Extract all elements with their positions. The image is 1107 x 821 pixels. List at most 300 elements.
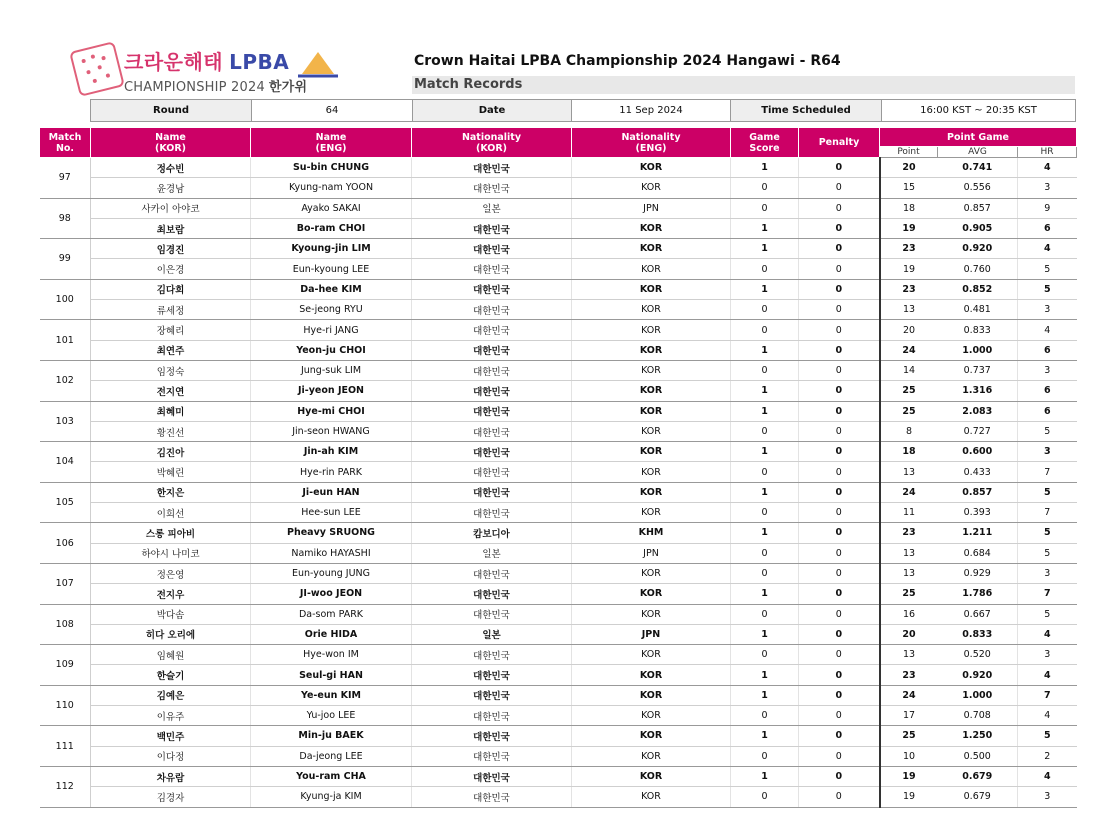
- game-score-cell: 1: [731, 442, 799, 462]
- game-score-cell: 0: [731, 645, 799, 665]
- name-kor-cell: 정은영: [91, 563, 251, 583]
- nationality-eng-cell: KOR: [572, 665, 731, 685]
- name-kor-cell: 한슬기: [91, 665, 251, 685]
- avg-cell: 0.833: [938, 320, 1018, 340]
- hr-cell: 9: [1018, 198, 1077, 218]
- name-eng-cell: Kyoung-jin LIM: [251, 239, 412, 259]
- match-number-cell: 105: [40, 482, 91, 523]
- point-cell: 19: [880, 787, 938, 807]
- avg-cell: 0.684: [938, 543, 1018, 563]
- name-kor-cell: 임정숙: [91, 360, 251, 380]
- avg-cell: 0.433: [938, 462, 1018, 482]
- nationality-kor-cell: 대한민국: [412, 604, 572, 624]
- name-kor-cell: 황진선: [91, 421, 251, 441]
- game-score-cell: 0: [731, 746, 799, 766]
- hr-cell: 3: [1018, 645, 1077, 665]
- name-eng-cell: Ye-eun KIM: [251, 685, 412, 705]
- header-point: Point: [880, 147, 938, 158]
- point-cell: 10: [880, 746, 938, 766]
- nationality-eng-cell: KOR: [572, 178, 731, 198]
- penalty-cell: 0: [799, 665, 880, 685]
- avg-cell: 0.708: [938, 706, 1018, 726]
- nationality-kor-cell: 대한민국: [412, 503, 572, 523]
- nationality-kor-cell: 대한민국: [412, 239, 572, 259]
- nationality-eng-cell: KOR: [572, 503, 731, 523]
- point-cell: 14: [880, 360, 938, 380]
- avg-cell: 0.920: [938, 665, 1018, 685]
- hr-cell: 3: [1018, 563, 1077, 583]
- match-number-cell: 102: [40, 360, 91, 401]
- player-row: [40, 239, 1077, 259]
- point-cell: 15: [880, 178, 938, 198]
- penalty-cell: 0: [799, 685, 880, 705]
- name-kor-cell: 박혜린: [91, 462, 251, 482]
- penalty-cell: 0: [799, 340, 880, 360]
- nationality-kor-cell: 대한민국: [412, 685, 572, 705]
- name-eng-cell: Ji-yeon JEON: [251, 381, 412, 401]
- name-kor-cell: 최연주: [91, 340, 251, 360]
- point-cell: 16: [880, 604, 938, 624]
- avg-cell: 1.786: [938, 584, 1018, 604]
- point-cell: 19: [880, 259, 938, 279]
- penalty-cell: 0: [799, 766, 880, 786]
- time-value: 16:00 KST ~ 20:35 KST: [882, 100, 1076, 122]
- name-eng-cell: Hye-won IM: [251, 645, 412, 665]
- point-cell: 8: [880, 421, 938, 441]
- nationality-eng-cell: KOR: [572, 158, 731, 178]
- player-row: [40, 300, 1077, 320]
- hr-cell: 6: [1018, 218, 1077, 238]
- penalty-cell: 0: [799, 259, 880, 279]
- avg-cell: 1.316: [938, 381, 1018, 401]
- name-eng-cell: Eun-kyoung LEE: [251, 259, 412, 279]
- logo-subtitle: [124, 76, 307, 95]
- avg-cell: 0.905: [938, 218, 1018, 238]
- match-number-cell: 112: [40, 766, 91, 807]
- name-eng-cell: Jin-ah KIM: [251, 442, 412, 462]
- name-kor-cell: 김진아: [91, 442, 251, 462]
- nationality-kor-cell: 대한민국: [412, 746, 572, 766]
- nationality-kor-cell: 대한민국: [412, 462, 572, 482]
- nationality-kor-cell: 대한민국: [412, 706, 572, 726]
- logo-kor-text: 크라운해태: [124, 50, 224, 74]
- player-row: [40, 360, 1077, 380]
- hr-cell: 5: [1018, 482, 1077, 502]
- hr-cell: 3: [1018, 787, 1077, 807]
- name-kor-cell: 이유주: [91, 706, 251, 726]
- name-eng-cell: Da-jeong LEE: [251, 746, 412, 766]
- hr-cell: 3: [1018, 178, 1077, 198]
- nationality-eng-cell: KOR: [572, 482, 731, 502]
- point-cell: 24: [880, 482, 938, 502]
- nationality-eng-cell: KOR: [572, 239, 731, 259]
- name-eng-cell: Yeon-ju CHOI: [251, 340, 412, 360]
- name-eng-cell: Hee-sun LEE: [251, 503, 412, 523]
- player-row: [40, 604, 1077, 624]
- game-score-cell: 0: [731, 320, 799, 340]
- hr-cell: 2: [1018, 746, 1077, 766]
- nationality-kor-cell: 대한민국: [412, 665, 572, 685]
- name-eng-cell: Hye-ri JANG: [251, 320, 412, 340]
- nationality-kor-cell: 대한민국: [412, 563, 572, 583]
- penalty-cell: 0: [799, 563, 880, 583]
- point-cell: 13: [880, 645, 938, 665]
- date-value: 11 Sep 2024: [572, 100, 731, 122]
- point-cell: 23: [880, 523, 938, 543]
- avg-cell: 0.857: [938, 482, 1018, 502]
- player-row: [40, 503, 1077, 523]
- penalty-cell: 0: [799, 624, 880, 644]
- header-nat-kor: Nationality (KOR): [412, 128, 572, 158]
- nationality-eng-cell: KOR: [572, 462, 731, 482]
- game-score-cell: 0: [731, 543, 799, 563]
- name-kor-cell: 스롱 피아비: [91, 523, 251, 543]
- hr-cell: 4: [1018, 624, 1077, 644]
- name-eng-cell: Eun-young JUNG: [251, 563, 412, 583]
- point-cell: 23: [880, 279, 938, 299]
- nationality-kor-cell: 대한민국: [412, 381, 572, 401]
- date-label: Date: [413, 100, 572, 122]
- round-label: Round: [91, 100, 252, 122]
- header-penalty: Penalty: [799, 128, 880, 158]
- avg-cell: 0.727: [938, 421, 1018, 441]
- hr-cell: 5: [1018, 259, 1077, 279]
- avg-cell: 0.556: [938, 178, 1018, 198]
- game-score-cell: 1: [731, 685, 799, 705]
- name-eng-cell: Min-ju BAEK: [251, 726, 412, 746]
- billiard-card-icon: [69, 41, 125, 97]
- nationality-eng-cell: KOR: [572, 300, 731, 320]
- hr-cell: 4: [1018, 320, 1077, 340]
- nationality-kor-cell: 대한민국: [412, 401, 572, 421]
- point-cell: 20: [880, 158, 938, 178]
- name-eng-cell: Hye-mi CHOI: [251, 401, 412, 421]
- logo-lpba: LPBA: [229, 50, 290, 74]
- nationality-kor-cell: 일본: [412, 624, 572, 644]
- header-name-eng: Name (ENG): [251, 128, 412, 158]
- name-kor-cell: 백민주: [91, 726, 251, 746]
- hr-cell: 7: [1018, 685, 1077, 705]
- game-score-cell: 0: [731, 259, 799, 279]
- nationality-eng-cell: KOR: [572, 401, 731, 421]
- penalty-cell: 0: [799, 706, 880, 726]
- nationality-kor-cell: 대한민국: [412, 787, 572, 807]
- avg-cell: 0.737: [938, 360, 1018, 380]
- nationality-kor-cell: 대한민국: [412, 645, 572, 665]
- hr-cell: 5: [1018, 604, 1077, 624]
- nationality-eng-cell: KOR: [572, 320, 731, 340]
- nationality-eng-cell: KOR: [572, 645, 731, 665]
- avg-cell: 0.852: [938, 279, 1018, 299]
- point-cell: 19: [880, 218, 938, 238]
- point-cell: 23: [880, 239, 938, 259]
- point-cell: 23: [880, 665, 938, 685]
- player-row: [40, 198, 1077, 218]
- game-score-cell: 1: [731, 665, 799, 685]
- game-score-cell: 1: [731, 279, 799, 299]
- nationality-kor-cell: 일본: [412, 543, 572, 563]
- nationality-kor-cell: 대한민국: [412, 421, 572, 441]
- player-row: [40, 665, 1077, 685]
- penalty-cell: 0: [799, 482, 880, 502]
- point-cell: 13: [880, 543, 938, 563]
- name-eng-cell: Kyung-ja KIM: [251, 787, 412, 807]
- avg-cell: 0.857: [938, 198, 1018, 218]
- point-cell: 13: [880, 462, 938, 482]
- match-number-cell: 100: [40, 279, 91, 320]
- player-row: [40, 218, 1077, 238]
- penalty-cell: 0: [799, 746, 880, 766]
- penalty-cell: 0: [799, 442, 880, 462]
- document-subtitle: Match Records: [412, 76, 1075, 94]
- point-cell: 19: [880, 766, 938, 786]
- name-eng-cell: Ayako SAKAI: [251, 198, 412, 218]
- hr-cell: 7: [1018, 462, 1077, 482]
- point-cell: 13: [880, 300, 938, 320]
- hr-cell: 6: [1018, 401, 1077, 421]
- logo-sub-text: CHAMPIONSHIP 2024: [124, 80, 265, 95]
- match-number-cell: 110: [40, 685, 91, 726]
- avg-cell: 0.741: [938, 158, 1018, 178]
- game-score-cell: 0: [731, 503, 799, 523]
- name-kor-cell: 이다정: [91, 746, 251, 766]
- player-row: [40, 401, 1077, 421]
- game-score-cell: 1: [731, 401, 799, 421]
- player-row: [40, 766, 1077, 786]
- player-row: [40, 442, 1077, 462]
- avg-cell: 0.481: [938, 300, 1018, 320]
- name-eng-cell: JI-woo JEON: [251, 584, 412, 604]
- match-number-cell: 107: [40, 563, 91, 604]
- avg-cell: 0.833: [938, 624, 1018, 644]
- match-number-cell: 111: [40, 726, 91, 767]
- penalty-cell: 0: [799, 645, 880, 665]
- name-kor-cell: 장혜리: [91, 320, 251, 340]
- game-score-cell: 0: [731, 563, 799, 583]
- match-number-cell: 98: [40, 198, 91, 239]
- nationality-kor-cell: 대한민국: [412, 279, 572, 299]
- nationality-eng-cell: KOR: [572, 340, 731, 360]
- game-score-cell: 1: [731, 584, 799, 604]
- nationality-kor-cell: 대한민국: [412, 726, 572, 746]
- nationality-eng-cell: KOR: [572, 563, 731, 583]
- player-row: [40, 584, 1077, 604]
- penalty-cell: 0: [799, 523, 880, 543]
- point-cell: 20: [880, 320, 938, 340]
- player-row: [40, 706, 1077, 726]
- document-title: Crown Haitai LPBA Championship 2024 Hangawi - R64: [414, 53, 841, 69]
- game-score-cell: 0: [731, 787, 799, 807]
- game-score-cell: 1: [731, 340, 799, 360]
- name-eng-cell: Pheavy SRUONG: [251, 523, 412, 543]
- penalty-cell: 0: [799, 300, 880, 320]
- point-cell: 25: [880, 381, 938, 401]
- nationality-eng-cell: JPN: [572, 543, 731, 563]
- game-score-cell: 0: [731, 360, 799, 380]
- point-cell: 17: [880, 706, 938, 726]
- avg-cell: 2.083: [938, 401, 1018, 421]
- name-kor-cell: 정수빈: [91, 158, 251, 178]
- penalty-cell: 0: [799, 604, 880, 624]
- point-cell: 13: [880, 563, 938, 583]
- name-kor-cell: 이은경: [91, 259, 251, 279]
- name-kor-cell: 차유람: [91, 766, 251, 786]
- nationality-eng-cell: KOR: [572, 787, 731, 807]
- game-score-cell: 1: [731, 523, 799, 543]
- penalty-cell: 0: [799, 503, 880, 523]
- nationality-eng-cell: KOR: [572, 421, 731, 441]
- nationality-eng-cell: KOR: [572, 706, 731, 726]
- hr-cell: 5: [1018, 523, 1077, 543]
- name-eng-cell: Ji-eun HAN: [251, 482, 412, 502]
- logo-hangawi: 한가위: [268, 80, 308, 95]
- point-cell: 18: [880, 442, 938, 462]
- game-score-cell: 1: [731, 482, 799, 502]
- nationality-kor-cell: 일본: [412, 198, 572, 218]
- name-kor-cell: 하야시 나미코: [91, 543, 251, 563]
- hr-cell: 4: [1018, 766, 1077, 786]
- game-score-cell: 1: [731, 239, 799, 259]
- nationality-eng-cell: KOR: [572, 766, 731, 786]
- player-row: [40, 523, 1077, 543]
- player-row: [40, 624, 1077, 644]
- round-info-table: [90, 99, 1076, 122]
- nationality-kor-cell: 캄보디아: [412, 523, 572, 543]
- player-row: [40, 259, 1077, 279]
- nationality-kor-cell: 대한민국: [412, 158, 572, 178]
- name-eng-cell: Namiko HAYASHI: [251, 543, 412, 563]
- player-row: [40, 746, 1077, 766]
- point-cell: 25: [880, 726, 938, 746]
- header-point-game: Point Game: [880, 128, 1077, 147]
- header-game-score: Game Score: [731, 128, 799, 158]
- name-kor-cell: 히다 오리에: [91, 624, 251, 644]
- avg-cell: 1.211: [938, 523, 1018, 543]
- penalty-cell: 0: [799, 279, 880, 299]
- header-match-no: Match No.: [40, 128, 91, 158]
- game-score-cell: 0: [731, 604, 799, 624]
- avg-cell: 0.929: [938, 563, 1018, 583]
- player-row: [40, 340, 1077, 360]
- round-value: 64: [252, 100, 413, 122]
- nationality-kor-cell: 대한민국: [412, 300, 572, 320]
- avg-cell: 1.250: [938, 726, 1018, 746]
- hr-cell: 3: [1018, 442, 1077, 462]
- hr-cell: 5: [1018, 543, 1077, 563]
- player-row: [40, 320, 1077, 340]
- nationality-kor-cell: 대한민국: [412, 178, 572, 198]
- game-score-cell: 1: [731, 726, 799, 746]
- game-score-cell: 1: [731, 624, 799, 644]
- match-number-cell: 103: [40, 401, 91, 442]
- penalty-cell: 0: [799, 198, 880, 218]
- name-kor-cell: 한지은: [91, 482, 251, 502]
- name-kor-cell: 이희선: [91, 503, 251, 523]
- name-kor-cell: 임혜원: [91, 645, 251, 665]
- name-eng-cell: Da-hee KIM: [251, 279, 412, 299]
- name-kor-cell: 윤경남: [91, 178, 251, 198]
- player-row: [40, 645, 1077, 665]
- player-row: [40, 685, 1077, 705]
- avg-cell: 1.000: [938, 685, 1018, 705]
- game-score-cell: 0: [731, 462, 799, 482]
- hr-cell: 4: [1018, 158, 1077, 178]
- hr-cell: 7: [1018, 503, 1077, 523]
- name-kor-cell: 임경진: [91, 239, 251, 259]
- player-row: [40, 462, 1077, 482]
- avg-cell: 0.679: [938, 766, 1018, 786]
- header-avg: AVG: [938, 147, 1018, 158]
- name-eng-cell: You-ram CHA: [251, 766, 412, 786]
- nationality-eng-cell: JPN: [572, 624, 731, 644]
- avg-cell: 0.920: [938, 239, 1018, 259]
- point-cell: 24: [880, 340, 938, 360]
- name-kor-cell: 전지연: [91, 381, 251, 401]
- nationality-kor-cell: 대한민국: [412, 320, 572, 340]
- header-hr: HR: [1018, 147, 1077, 158]
- game-score-cell: 1: [731, 381, 799, 401]
- player-row: [40, 381, 1077, 401]
- name-eng-cell: Su-bin CHUNG: [251, 158, 412, 178]
- avg-cell: 0.600: [938, 442, 1018, 462]
- penalty-cell: 0: [799, 239, 880, 259]
- point-cell: 25: [880, 584, 938, 604]
- penalty-cell: 0: [799, 381, 880, 401]
- name-eng-cell: Orie HIDA: [251, 624, 412, 644]
- player-row: [40, 421, 1077, 441]
- hr-cell: 3: [1018, 300, 1077, 320]
- match-number-cell: 104: [40, 442, 91, 483]
- nationality-eng-cell: KOR: [572, 360, 731, 380]
- point-cell: 11: [880, 503, 938, 523]
- hr-cell: 6: [1018, 381, 1077, 401]
- hr-cell: 5: [1018, 421, 1077, 441]
- name-eng-cell: Jin-seon HWANG: [251, 421, 412, 441]
- nationality-kor-cell: 대한민국: [412, 218, 572, 238]
- name-kor-cell: 김경자: [91, 787, 251, 807]
- records-body: [40, 158, 1077, 808]
- name-eng-cell: Se-jeong RYU: [251, 300, 412, 320]
- logo-title: [124, 46, 289, 75]
- avg-cell: 0.393: [938, 503, 1018, 523]
- point-cell: 25: [880, 401, 938, 421]
- nationality-kor-cell: 대한민국: [412, 482, 572, 502]
- penalty-cell: 0: [799, 401, 880, 421]
- nationality-kor-cell: 대한민국: [412, 360, 572, 380]
- nationality-eng-cell: KOR: [572, 259, 731, 279]
- penalty-cell: 0: [799, 543, 880, 563]
- name-eng-cell: Seul-gi HAN: [251, 665, 412, 685]
- player-row: [40, 787, 1077, 807]
- header-name-kor: Name (KOR): [91, 128, 251, 158]
- nationality-eng-cell: KOR: [572, 381, 731, 401]
- nationality-kor-cell: 대한민국: [412, 766, 572, 786]
- hr-cell: 4: [1018, 665, 1077, 685]
- hr-cell: 6: [1018, 340, 1077, 360]
- championship-logo: [68, 40, 358, 100]
- player-row: [40, 482, 1077, 502]
- game-score-cell: 1: [731, 766, 799, 786]
- nationality-eng-cell: KOR: [572, 726, 731, 746]
- avg-cell: 1.000: [938, 340, 1018, 360]
- nationality-eng-cell: KOR: [572, 685, 731, 705]
- point-cell: 24: [880, 685, 938, 705]
- point-cell: 20: [880, 624, 938, 644]
- nationality-kor-cell: 대한민국: [412, 442, 572, 462]
- game-score-cell: 0: [731, 421, 799, 441]
- name-eng-cell: Jung-suk LIM: [251, 360, 412, 380]
- penalty-cell: 0: [799, 320, 880, 340]
